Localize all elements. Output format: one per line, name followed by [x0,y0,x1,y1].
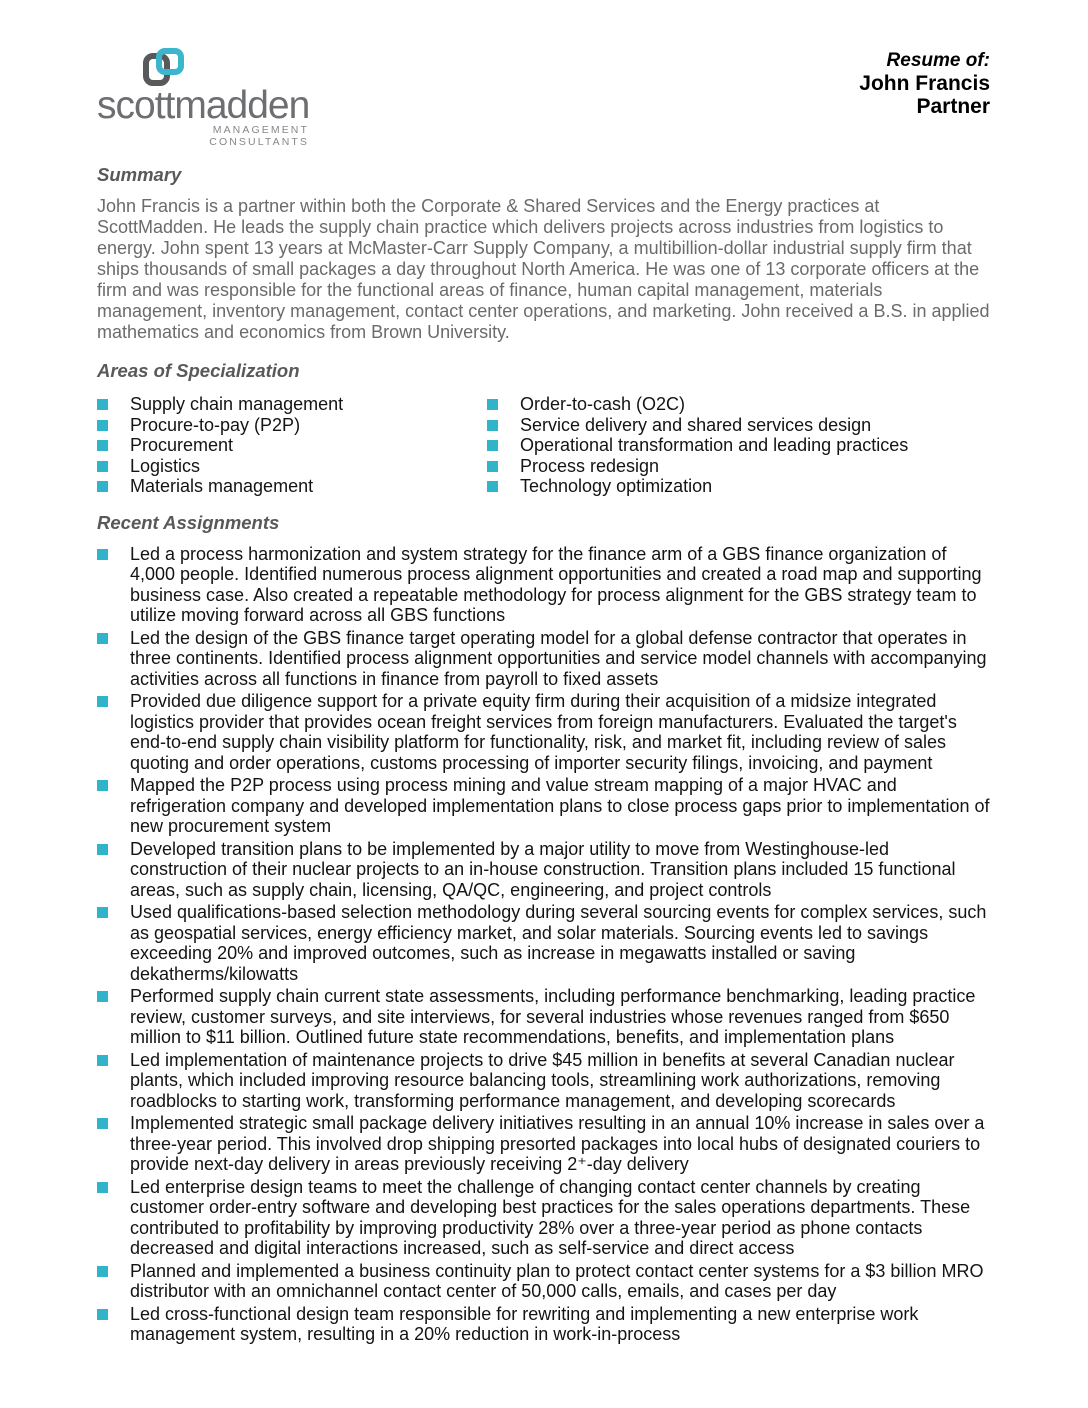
square-bullet-icon [97,461,108,472]
summary-body: John Francis is a partner within both the Corporate & Shared Services and the Energy practices at ScottMadden. He leads the supply chain practice which delivers projects across industries from logistics to energy. John spent 13 years at McMaster-Carr Supply Company, a multibillion-dollar industrial supply firm that ships thousands of small packages a day throughout North America. He was one of 13 corporate officers at the firm and was responsible for the functional areas of finance, human capital management, materials management, inventory management, contact center operations, and marketing. John received a B.S. in applied mathematics and economics from Brown University. [97,196,990,342]
list-item [97,415,487,436]
assignment-text: Performed supply chain current state assessments, including performance benchmarking, leading practice review, customer surveys, and site interviews, for several industries whose revenues ranged from $650 million to $11 billion. Outlined future state recommendations, benefits, and implementation plans [130,986,976,1047]
assignment-text: Developed transition plans to be implemented by a major utility to move from Westinghouse-led construction of their nuclear projects to an in-house construction. Transition plans included 15 functional areas, such as supply chain, licensing, QA/QC, engineering, and project controls [130,838,956,900]
list-item-label: Technology optimization [520,476,713,496]
list-item-label: Service delivery and shared services design [520,414,872,435]
assignment-text: Planned and implemented a business continuity plan to protect contact center systems for a $3 billion MRO distributor with an omnichannel contact center of 50,000 calls, emails, and cases per day [130,1260,984,1301]
square-bullet-icon [97,399,108,410]
assignment-item [97,691,990,773]
assignment-item [97,1177,990,1259]
list-item [487,456,990,477]
specialization-heading: Areas of Specialization [97,360,300,381]
person-name: John Francis [859,72,990,95]
square-bullet-icon [97,1055,108,1066]
square-bullet-icon [97,1266,108,1277]
assignment-item [97,1261,990,1302]
brand-wordmark: scottmadden [97,84,310,127]
assignment-text: Implemented strategic small package delivery initiatives resulting in an annual 10% increase in sales over a three-year period. This involved drop shipping presorted packages into local hubs of designated couriers to provide next-day delivery in areas previously receiving 2⁺-day delivery [130,1113,985,1174]
assignment-item [97,1304,990,1345]
square-bullet-icon [97,844,108,855]
assignment-text: Led enterprise design teams to meet the challenge of changing contact center channels by creating customer order-entry software and developing best practices for the sales operations departments. These contributed to profitability by improving productivity 28% over a three-year period as phone contacts decreased and digital interactions increased, such as self-service and direct access [130,1176,971,1258]
square-bullet-icon [97,633,108,644]
specialization-list-left [97,394,487,497]
square-bullet-icon [97,1309,108,1320]
list-item-label: Process redesign [520,455,660,476]
assignment-item [97,775,990,837]
specialization-columns [97,394,990,497]
assignments-heading: Recent Assignments [97,511,280,533]
assignment-item [97,986,990,1048]
square-bullet-icon [97,549,108,560]
list-item-label: Supply chain management [130,394,344,414]
specialization-list-right [487,394,990,497]
square-bullet-icon [487,461,498,472]
square-bullet-icon [487,440,498,451]
assignment-text: Led cross-functional design team responsible for rewriting and implementing a new enterprise work management system, resulting in a 20% reduction in work-in-process [130,1303,919,1344]
list-item [97,435,487,456]
assignment-item [97,628,990,690]
square-bullet-icon [97,696,108,707]
list-item-label: Procure-to-pay (P2P) [130,414,301,435]
page-header [97,44,990,148]
list-item [487,394,990,415]
list-item [487,435,990,456]
summary-heading: Summary [97,164,182,185]
assignment-item [97,544,990,626]
list-item-label: Procurement [130,435,234,455]
square-bullet-icon [97,907,108,918]
square-bullet-icon [97,780,108,791]
assignment-text: Led implementation of maintenance projects to drive $45 million in benefits at several Canadian nuclear plants, which included improving resource balancing tools, streamlining work authorizations, removing roadblocks to starting work, transforming performance management, and developing scorecards [130,1049,955,1111]
logo-teal-square-icon [156,48,184,75]
section-specialization [97,360,990,497]
section-summary [97,164,990,343]
assignment-text: Provided due diligence support for a private equity firm during their acquisition of a midsize integrated logistics provider that provides ocean freight services from foreign manufacturers. Evaluated the target's end-to-end supply chain visibility platform for functionality, risk, and market fit, including review of sales quoting and order operations, customs processing of importer security filings, invoicing, and payment [130,691,957,773]
assignments-list [97,544,990,1345]
list-item-label: Operational transformation and leading practices [520,435,909,455]
list-item [487,476,990,497]
scottmadden-logo [97,44,312,148]
list-item-label: Order-to-cash (O2C) [520,394,686,414]
assignment-item [97,839,990,901]
assignment-text: Used qualifications-based selection methodology during several sourcing events for complex services, such as geospatial services, energy efficiency market, and solar materials. Sourcing events led to savings exceeding 20% and improved outcomes, such as increase in megawatts installed or saving dekatherms/kilowatts [130,902,987,984]
section-assignments [97,512,990,1345]
square-bullet-icon [487,481,498,492]
square-bullet-icon [97,1182,108,1193]
person-title: Partner [916,95,990,118]
list-item-label: Materials management [130,476,314,496]
list-item [487,415,990,436]
square-bullet-icon [97,420,108,431]
assignment-item [97,1050,990,1112]
brand-tagline: MANAGEMENT CONSULTANTS [209,124,309,148]
list-item [97,476,487,497]
resume-meta [859,44,990,118]
list-item [97,394,487,415]
assignment-item [97,902,990,984]
square-bullet-icon [487,420,498,431]
square-bullet-icon [487,399,498,410]
resume-of-label: Resume of: [886,50,990,71]
square-bullet-icon [97,1118,108,1129]
list-item-label: Logistics [130,455,201,476]
assignment-text: Mapped the P2P process using process mining and value stream mapping of a major HVAC and refrigeration company and developed implementation plans to close process gaps prior to implementation of new procurement system [130,775,990,836]
assignment-text: Led a process harmonization and system strategy for the finance arm of a GBS finance organization of 4,000 people. Identified numerous process alignment opportunities and created a road map and supporting business case. Also created a repeatable methodology for process alignment for the GBS strategy team to utilize moving forward across all GBS functions [130,543,982,625]
assignment-text: Led the design of the GBS finance target operating model for a global defense contractor that operates in three continents. Identified process alignment opportunities and service model channels with accompanying activities across all functions in finance from payroll to fixed assets [130,627,987,689]
square-bullet-icon [97,481,108,492]
square-bullet-icon [97,440,108,451]
square-bullet-icon [97,991,108,1002]
list-item [97,456,487,477]
assignment-item [97,1113,990,1175]
